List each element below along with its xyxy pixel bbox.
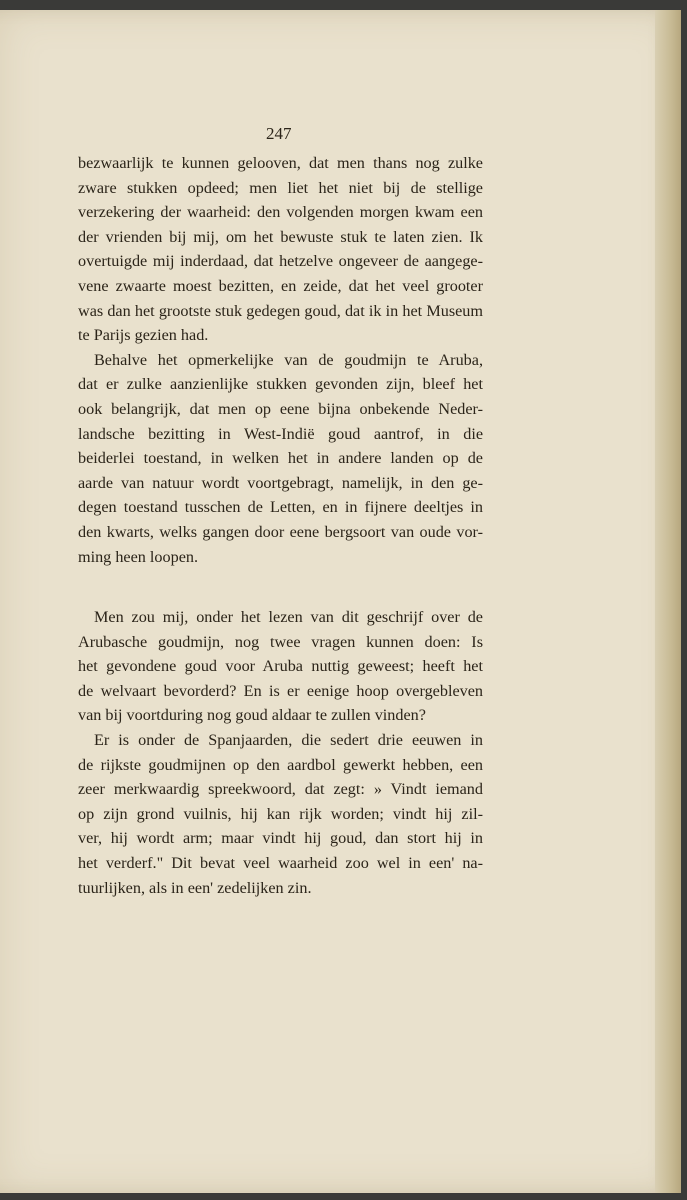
text-line: der vrienden bij mij, om het bewuste stuk te laten zien. Ik <box>78 227 483 246</box>
text-line: het verderf." Dit bevat veel waarheid zoo wel in een' na- <box>78 853 483 872</box>
page-edge <box>655 10 681 1193</box>
text-line: Behalve het opmerkelijke van de goudmijn te Aruba, <box>94 350 483 369</box>
text-line: aarde van natuur wordt voortgebragt, namelijk, in den ge- <box>78 473 483 492</box>
text-line: op zijn grond vuilnis, hij kan rijk worden; vindt hij zil- <box>78 804 483 823</box>
text-line: de rijkste goudmijnen op den aardbol gewerkt hebben, een <box>78 755 483 774</box>
text-line: bezwaarlijk te kunnen gelooven, dat men thans nog zulke <box>78 154 483 172</box>
text-line: tuurlijken, als in een' zedelijken zin. <box>78 878 312 897</box>
text-line: het gevondene goud voor Aruba nuttig geweest; heeft het <box>78 657 483 676</box>
text-line: verzekering der waarheid: den volgenden morgen kwam een <box>78 203 483 222</box>
text-line: Er is onder de Spanjaarden, die sedert drie eeuwen in <box>94 730 483 749</box>
text-line: van bij voortduring nog goud aldaar te zullen vinden? <box>78 706 426 725</box>
text-line: ook belangrijk, dat men op eene bijna onbekende Neder- <box>78 399 483 418</box>
text-line: Men zou mij, onder het lezen van dit geschrijf over de <box>94 608 483 626</box>
text-line: beiderlei toestand, in welken het in andere landen op de <box>78 449 483 468</box>
text-line: landsche bezitting in West-Indië goud aantrof, in die <box>78 424 483 443</box>
text-line: dat er zulke aanzienlijke stukken gevonden zijn, bleef het <box>78 375 483 394</box>
text-line: overtuigde mij inderdaad, dat hetzelve ongeveer de aangege- <box>78 252 483 271</box>
text-line: Arubasche goudmijn, nog twee vragen kunnen doen: Is <box>78 632 483 651</box>
text-line: zeer merkwaardig spreekwoord, dat zegt: » Vindt iemand <box>78 780 483 799</box>
text-line: ver, hij wordt arm; maar vindt hij goud, dan stort hij in <box>78 829 483 848</box>
text-block-2 <box>78 605 483 900</box>
text-line: ming heen loopen. <box>78 547 199 566</box>
text-line: vene zwaarte moest bezitten, en zeide, dat het veel grooter <box>78 276 483 295</box>
text-line: den kwarts, welks gangen door eene bergsoort van oude vor- <box>78 522 483 541</box>
text-line: was dan het grootste stuk gedegen goud, dat ik in het Museum <box>78 301 483 320</box>
text-line: de welvaart bevorderd? En is er eenige hoop overgebleven <box>78 681 483 700</box>
text-line: degen toestand tusschen de Letten, en in fijnere deeltjes in <box>78 498 483 517</box>
text-block-1 <box>78 151 483 569</box>
page-number: 247 <box>266 124 292 143</box>
text-line: te Parijs gezien had. <box>78 326 209 345</box>
text-line: zware stukken opdeed; men liet het niet bij de stellige <box>78 178 483 197</box>
